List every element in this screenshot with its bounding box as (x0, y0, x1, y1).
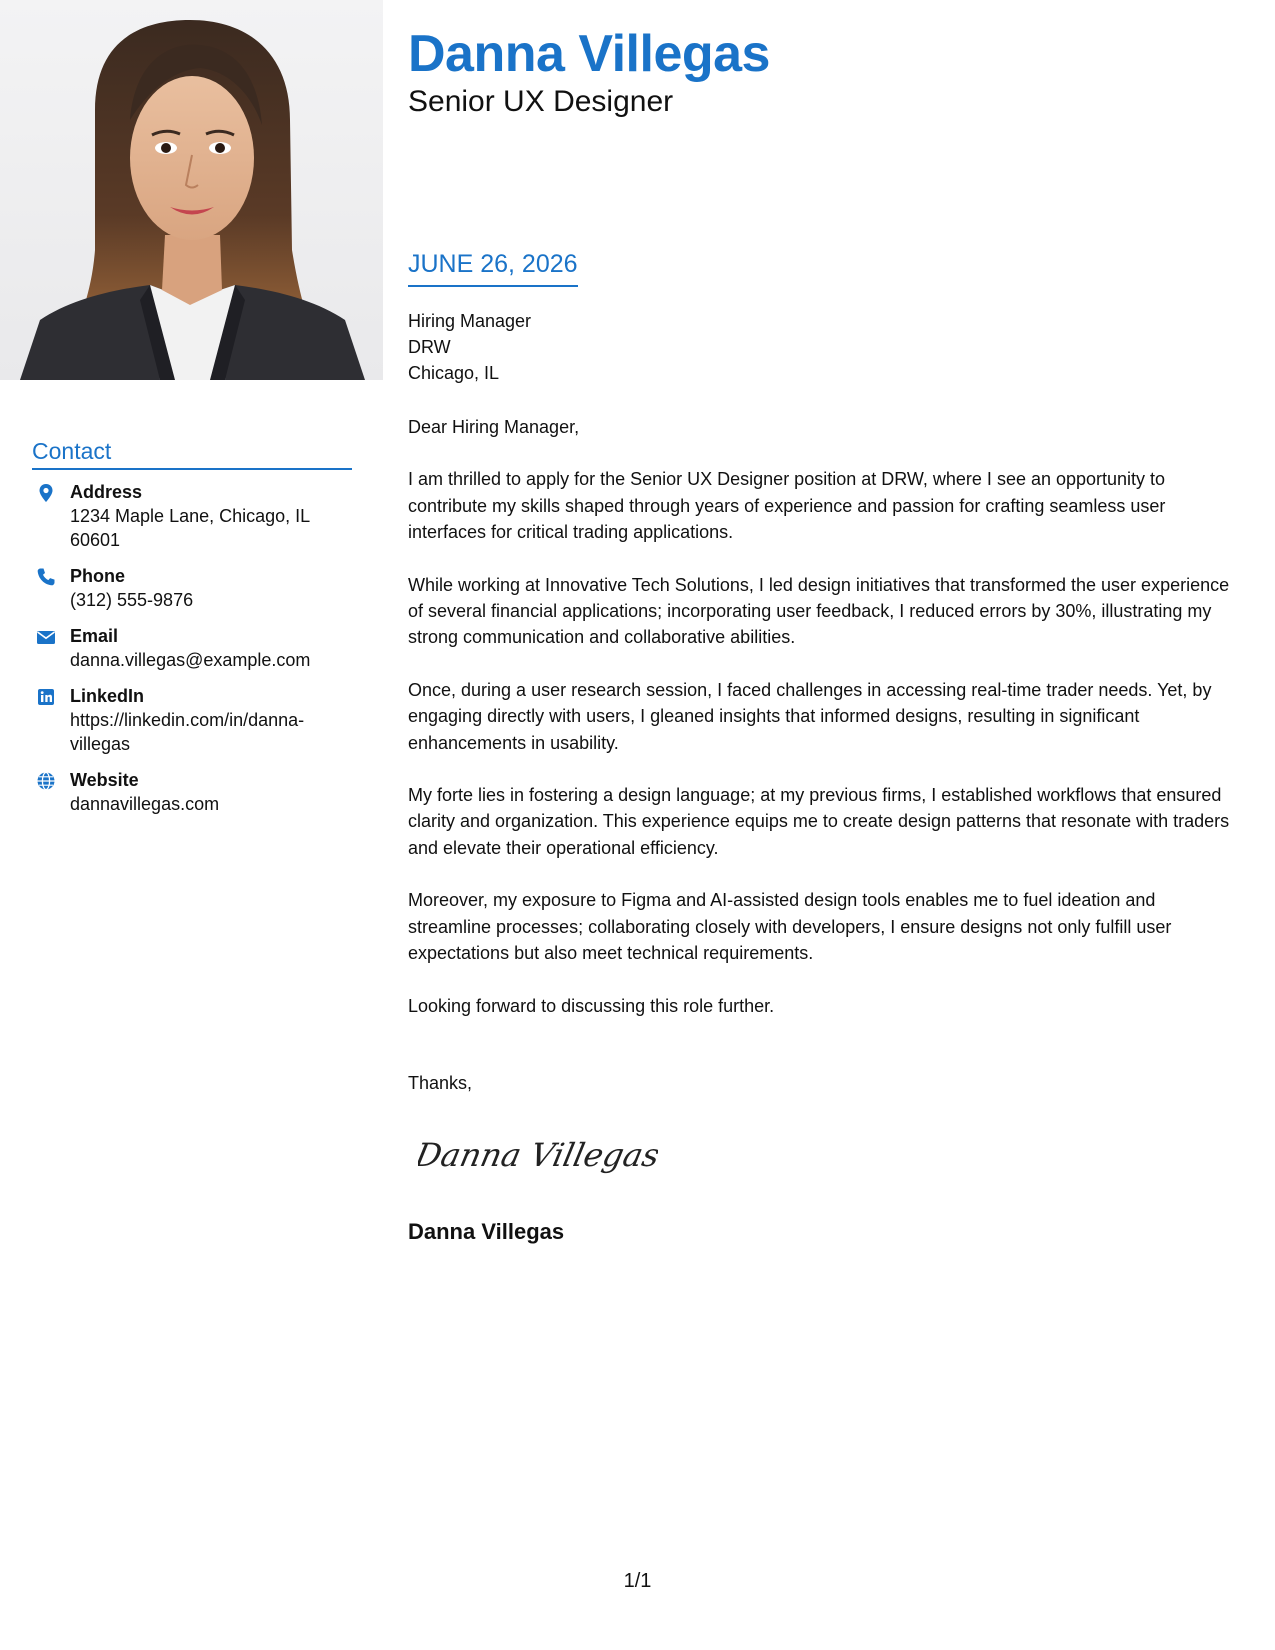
contact-sidebar (32, 436, 352, 828)
contact-label: Phone (70, 566, 126, 586)
contact-item-phone (32, 564, 352, 612)
letter-date: JUNE 26, 2026 (408, 248, 578, 287)
letter-paragraph: I am thrilled to apply for the Senior UX Designer position at DRW, where I see an opportunity to contribute my skills shaped through years of experience and passion for crafting seamless user interfaces for critical trading applications. (408, 469, 1166, 543)
applicant-name: Danna Villegas (408, 25, 770, 83)
contact-label: LinkedIn (70, 686, 145, 706)
letter-body (408, 414, 1243, 1045)
profile-photo (0, 0, 383, 380)
recipient-line: Hiring Manager (408, 311, 532, 331)
recipient-line: DRW (408, 337, 451, 357)
email-icon (36, 627, 56, 647)
recipient-block (408, 308, 531, 386)
globe-icon (36, 771, 56, 791)
signature-graphic (418, 1126, 658, 1182)
portrait-illustration (0, 0, 383, 380)
website-value[interactable]: dannavillegas.com (70, 794, 220, 814)
contact-label: Email (70, 626, 119, 646)
contact-list (32, 480, 352, 816)
contact-item-linkedin (32, 684, 352, 756)
closing: Thanks, (408, 1073, 473, 1093)
location-pin-icon (36, 483, 56, 503)
letter-paragraph: While working at Innovative Tech Solutions, I led design initiatives that transformed the user experience of several financial applications; incorporating user feedback, I reduced errors by 30%, illustrating my strong communication and collaborative abilities. (408, 574, 1230, 648)
address-value: 1234 Maple Lane, Chicago, IL 60601 (70, 506, 310, 550)
recipient-line: Chicago, IL (408, 363, 500, 383)
contact-heading: Contact (32, 436, 352, 470)
signature-text: Danna Villegas (418, 1136, 658, 1174)
contact-item-address (32, 480, 352, 552)
letter-paragraph: Looking forward to discussing this role further. (408, 995, 775, 1016)
letter-paragraph: Once, during a user research session, I faced challenges in accessing real-time trader needs. Yet, by engaging directly with users, I gleaned insights that informed designs, resulting in significant enhancements in usability. (408, 679, 1212, 753)
applicant-title: Senior UX Designer (408, 85, 674, 118)
page-number: 1/1 (623, 1570, 652, 1592)
contact-item-website (32, 768, 352, 816)
linkedin-icon (36, 687, 56, 707)
linkedin-value[interactable]: https://linkedin.com/in/danna-villegas (70, 710, 305, 754)
letter-paragraph: My forte lies in fostering a design language; at my previous firms, I established workflows that ensured clarity and organization. This experience equips me to create design patterns that resonate with traders and elevate their operational efficiency. (408, 785, 1230, 858)
contact-item-email (32, 624, 352, 672)
phone-icon (36, 567, 56, 587)
salutation: Dear Hiring Manager, (408, 417, 580, 437)
signer-name: Danna Villegas (408, 1219, 565, 1244)
email-value[interactable]: danna.villegas@example.com (70, 650, 311, 670)
handwritten-signature (418, 1126, 658, 1187)
contact-label: Website (70, 770, 139, 790)
letter-paragraph: Moreover, my exposure to Figma and AI-assisted design tools enables me to fuel ideation and streamline processes; collaborating closely with developers, I ensure designs not only fulfill user expectations but also meet technical requirements. (408, 890, 1172, 964)
phone-value: (312) 555-9876 (70, 590, 194, 610)
contact-label: Address (70, 482, 143, 502)
